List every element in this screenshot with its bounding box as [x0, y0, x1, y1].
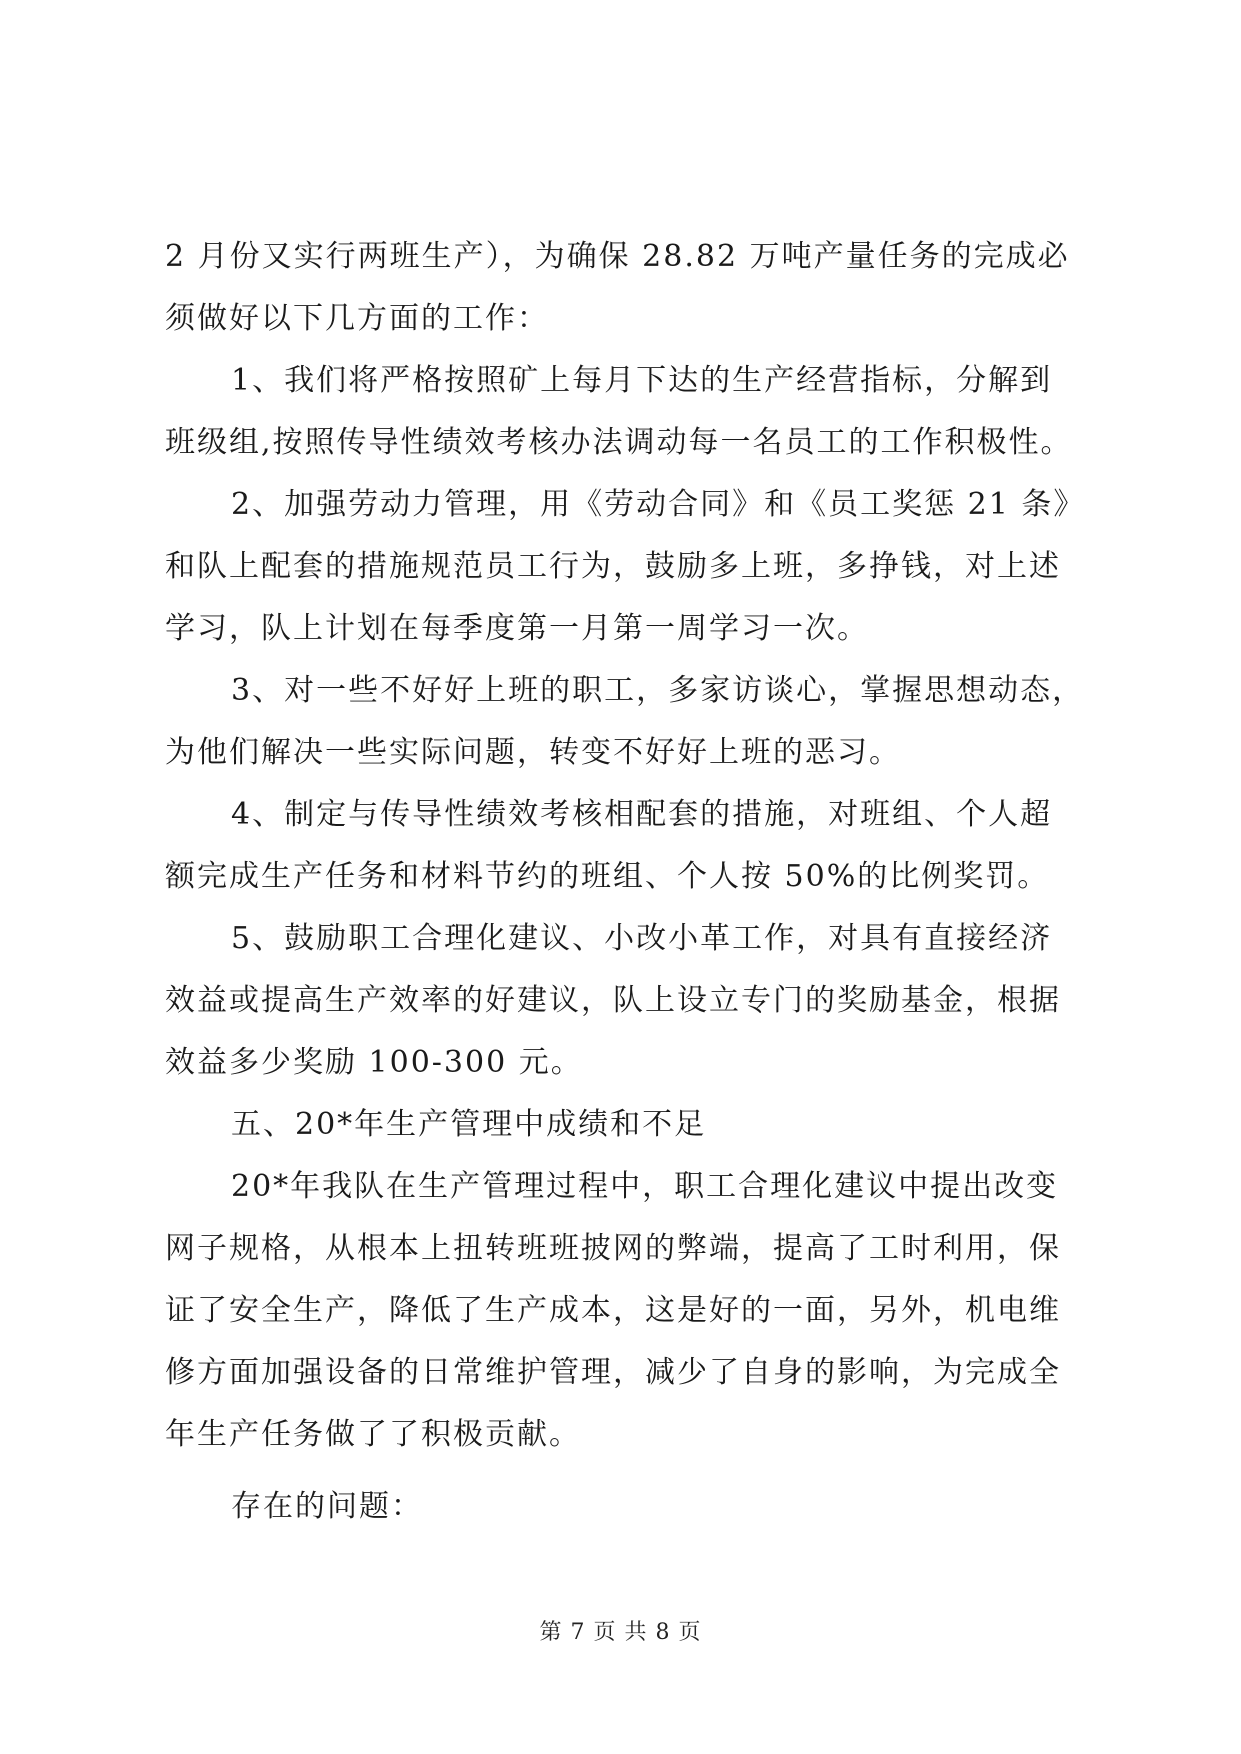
document-body	[165, 226, 1086, 1538]
paragraph-line: 4、制定与传导性绩效考核相配套的措施，对班组、个人超	[231, 797, 1053, 832]
paragraph-line: 2、加强劳动力管理，用《劳动合同》和《员工奖惩 21 条》	[231, 487, 1086, 522]
paragraph-line: 效益或提高生产效率的好建议，队上设立专门的奖励基金，根据	[165, 983, 1061, 1018]
paragraph-line: 修方面加强设备的日常维护管理，减少了自身的影响，为完成全	[165, 1355, 1061, 1390]
paragraph-line: 3、对一些不好好上班的职工，多家访谈心，掌握思想动态，	[231, 673, 1085, 708]
subsection-heading: 存在的问题：	[231, 1489, 423, 1524]
paragraph-line: 5、鼓励职工合理化建议、小改小革工作，对具有直接经济	[231, 921, 1053, 956]
paragraph-line: 1、我们将严格按照矿上每月下达的生产经营指标，分解到	[231, 363, 1053, 398]
page-number: 第 7 页 共 8 页	[539, 1620, 702, 1645]
spacer	[165, 1466, 1075, 1476]
paragraph-line: 和队上配套的措施规范员工行为，鼓励多上班，多挣钱，对上述	[165, 549, 1061, 584]
paragraph-line: 为他们解决一些实际问题，转变不好好上班的恶习。	[165, 735, 901, 770]
paragraph-line: 证了安全生产，降低了生产成本，这是好的一面，另外，机电维	[165, 1293, 1061, 1328]
paragraph-line: 网子规格，从根本上扭转班班披网的弊端，提高了工时利用，保	[165, 1231, 1061, 1266]
paragraph-line: 2 月份又实行两班生产），为确保 28.82 万吨产量任务的完成必	[165, 239, 1070, 274]
paragraph-line: 效益多少奖励 100-300 元。	[165, 1045, 583, 1080]
paragraph-line: 须做好以下几方面的工作：	[165, 301, 549, 336]
paragraph-line: 20*年我队在生产管理过程中，职工合理化建议中提出改变	[231, 1169, 1059, 1204]
paragraph-line: 额完成生产任务和材料节约的班组、个人按 50%的比例奖罚。	[165, 859, 1050, 894]
section-heading: 五、20*年生产管理中成绩和不足	[231, 1107, 707, 1142]
paragraph-line: 学习，队上计划在每季度第一月第一周学习一次。	[165, 611, 869, 646]
paragraph-line: 年生产任务做了了积极贡献。	[165, 1417, 581, 1452]
paragraph-line: 班级组,按照传导性绩效考核办法调动每一名员工的工作积极性。	[165, 425, 1073, 460]
